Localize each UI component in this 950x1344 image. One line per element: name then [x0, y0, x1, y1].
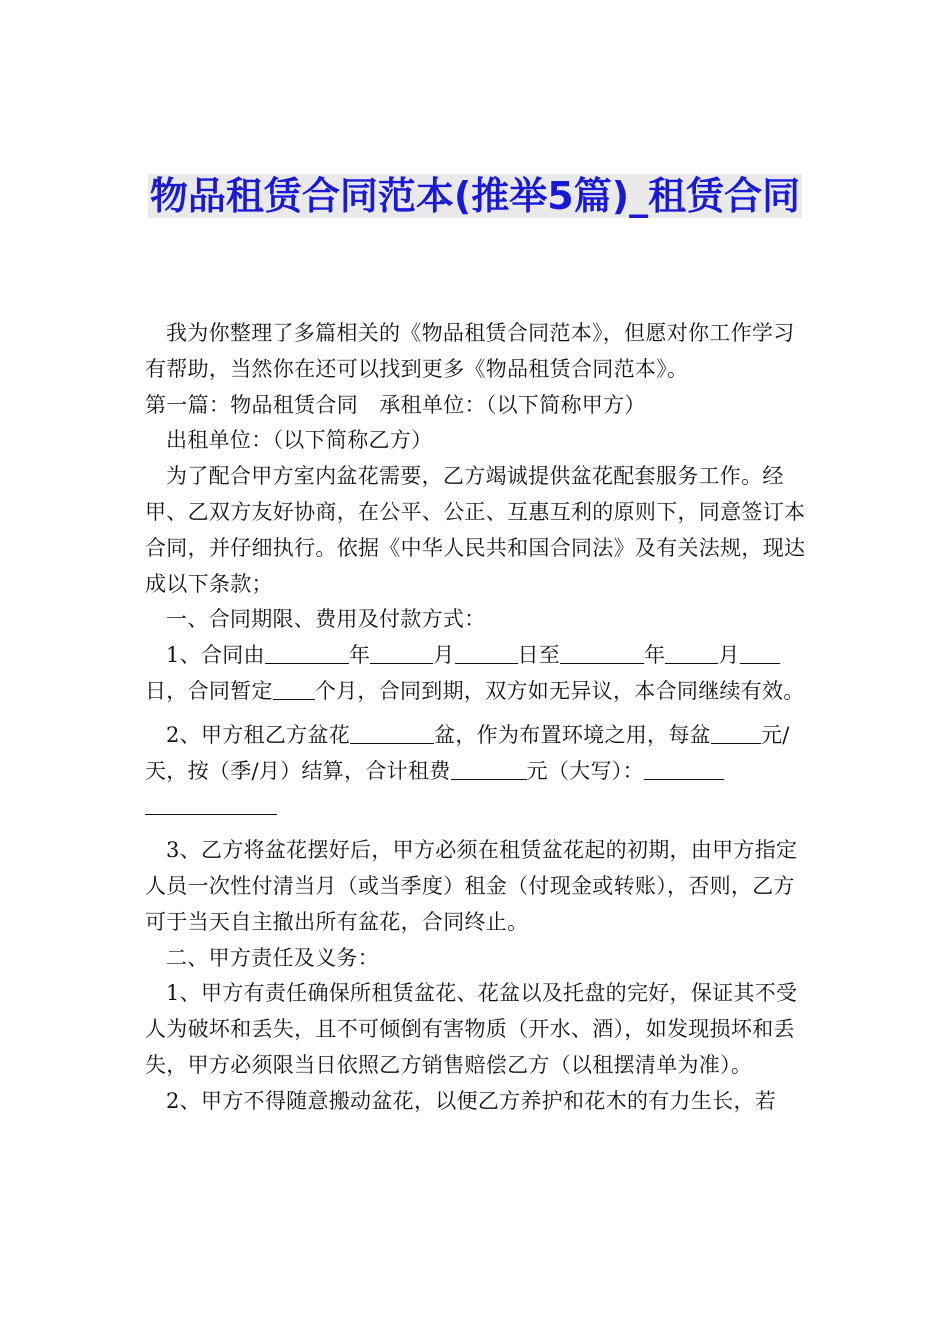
fill-blank	[711, 722, 761, 744]
clause-1-3: 3、乙方将盆花摆好后，甲方必须在租赁盆花起的初期，由甲方指定人员一次性付清当月（或当季度）租金（付现金或转账），否则，乙方可于当天自主撤出所有盆花，合同终止。	[145, 838, 798, 934]
clause-1-1-text: 月	[718, 643, 740, 668]
clause-1-2-text: 元（大写）：	[526, 758, 644, 783]
section2-heading: 二、甲方责任及义务：	[166, 945, 379, 970]
clause-2-1: 1、甲方有责任确保所租赁盆花、花盆以及托盘的完好，保证其不受人为破坏和丢失，且不可倾倒有害物质（开水、酒），如发现损坏和丢失，甲方必须限当日依照乙方销售赔偿乙方（以租摆清单为准）。	[145, 981, 798, 1077]
clause-1-2-text: 元/天，按（季/月）结算，合计租费	[145, 722, 790, 783]
fill-blank	[451, 758, 527, 780]
fill-blank	[370, 642, 433, 664]
fill-blank	[665, 642, 718, 664]
clause-1-1-text: 个月，合同到期，双方如无异议，本合同继续有效。	[314, 678, 805, 703]
intro-paragraph: 我为你整理了多篇相关的《物品租赁合同范本》，但愿对你工作学习有帮助，当然你在还可以找到更多《物品租赁合同范本》。	[145, 321, 795, 381]
fill-blank	[145, 793, 277, 815]
preamble-paragraph: 为了配合甲方室内盆花需要，乙方竭诚提供盆花配套服务工作。经甲、乙双方友好协商，在公平、公正、互惠互利的原则下，同意签订本合同，并仔细执行。依据《中华人民共和国合同法》及有关法规，现达成以下条款；	[145, 464, 806, 596]
clause-1-1-text: 年	[348, 643, 371, 668]
section1-heading: 一、合同期限、费用及付款方式：	[166, 607, 486, 632]
clause-1-2-text: 盆，作为布置环境之用，每盆	[434, 722, 711, 747]
clause-1-1-text: 日，合同暂定	[145, 678, 273, 703]
clause-1-1-text: 日至	[517, 643, 561, 668]
fill-blank	[455, 642, 518, 664]
part1-heading: 第一篇：物品租赁合同 承租单位：（以下简称甲方）	[145, 392, 646, 417]
clause-2-2: 2、甲方不得随意搬动盆花，以便乙方养护和花木的有力生长，若	[166, 1088, 777, 1113]
fill-blank	[273, 678, 315, 700]
clause-1-1	[145, 638, 810, 710]
clause-1-2-text: 2、甲方租乙方盆花	[166, 722, 351, 747]
fill-blank	[350, 722, 434, 744]
clause-1-1-text: 年	[644, 643, 666, 668]
title-text: 物品租赁合同范本(推举5篇)_租赁合同	[149, 174, 801, 218]
fill-blank	[644, 758, 724, 780]
fill-blank	[265, 642, 349, 664]
fill-blank	[740, 642, 780, 664]
fill-blank	[560, 642, 644, 664]
document-title	[0, 170, 950, 222]
lessor-line: 出租单位：（以下简称乙方）	[166, 428, 433, 453]
document-body	[145, 316, 810, 1120]
clause-1-1-text: 月	[433, 643, 455, 668]
clause-1-2	[145, 718, 810, 825]
clause-1-1-text: 1、合同由	[166, 643, 265, 668]
